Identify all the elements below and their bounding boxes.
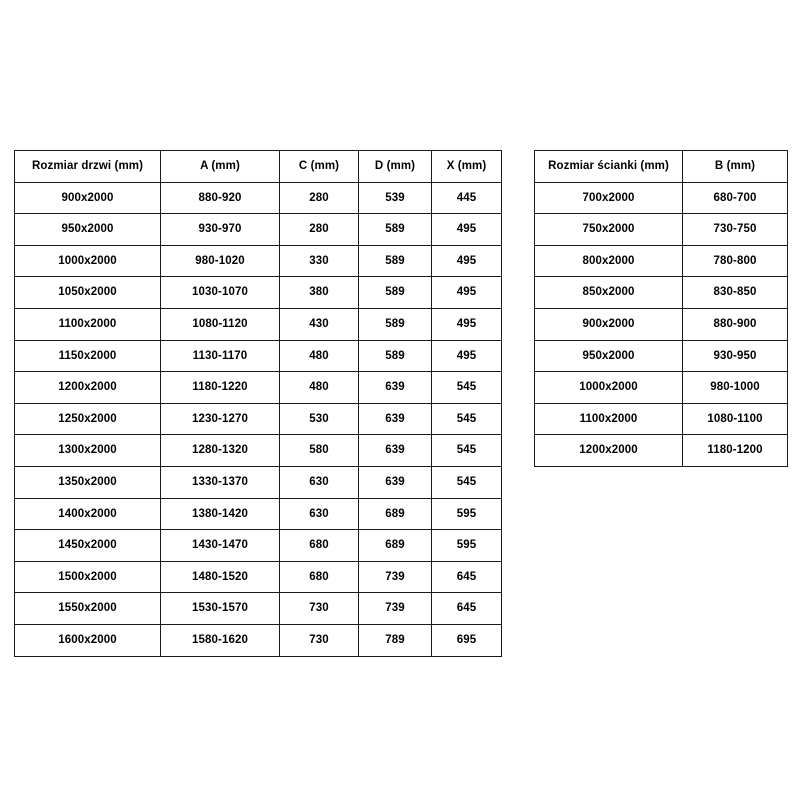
table-row (15, 214, 502, 246)
cell-c: 730 (280, 593, 359, 625)
column-header-wall-size: Rozmiar ścianki (mm) (535, 151, 683, 183)
cell-a: 1280-1320 (161, 435, 280, 467)
cell-door-size: 1150x2000 (15, 340, 161, 372)
cell-a: 1180-1220 (161, 372, 280, 404)
table-header-row (15, 151, 502, 183)
cell-a: 1530-1570 (161, 593, 280, 625)
cell-x: 495 (432, 214, 502, 246)
table-row (15, 340, 502, 372)
cell-x: 545 (432, 435, 502, 467)
cell-c: 480 (280, 372, 359, 404)
cell-b: 930-950 (683, 340, 788, 372)
table-row (15, 403, 502, 435)
cell-x: 645 (432, 561, 502, 593)
doors-table-body (15, 182, 502, 656)
cell-a: 1330-1370 (161, 466, 280, 498)
column-header-a: A (mm) (161, 151, 280, 183)
cell-a: 1080-1120 (161, 308, 280, 340)
cell-door-size: 1400x2000 (15, 498, 161, 530)
table-row (535, 214, 788, 246)
cell-b: 730-750 (683, 214, 788, 246)
walls-dimensions-table (534, 150, 788, 467)
cell-a: 880-920 (161, 182, 280, 214)
walls-dimensions-table-container (534, 150, 788, 467)
cell-a: 980-1020 (161, 245, 280, 277)
cell-c: 380 (280, 277, 359, 309)
walls-table-body (535, 182, 788, 466)
cell-d: 689 (359, 530, 432, 562)
table-header-row (535, 151, 788, 183)
cell-d: 739 (359, 593, 432, 625)
cell-d: 639 (359, 435, 432, 467)
cell-b: 830-850 (683, 277, 788, 309)
doors-dimensions-table (14, 150, 502, 657)
table-row (15, 372, 502, 404)
cell-door-size: 900x2000 (15, 182, 161, 214)
cell-door-size: 1200x2000 (15, 372, 161, 404)
cell-wall-size: 700x2000 (535, 182, 683, 214)
cell-door-size: 1300x2000 (15, 435, 161, 467)
cell-d: 789 (359, 624, 432, 656)
cell-d: 589 (359, 214, 432, 246)
table-row (15, 277, 502, 309)
cell-c: 730 (280, 624, 359, 656)
cell-x: 595 (432, 530, 502, 562)
cell-c: 630 (280, 466, 359, 498)
table-row (15, 530, 502, 562)
cell-b: 1080-1100 (683, 403, 788, 435)
cell-d: 589 (359, 308, 432, 340)
column-header-d: D (mm) (359, 151, 432, 183)
column-header-door-size: Rozmiar drzwi (mm) (15, 151, 161, 183)
cell-b: 1180-1200 (683, 435, 788, 467)
cell-wall-size: 1100x2000 (535, 403, 683, 435)
table-row (535, 435, 788, 467)
cell-b: 780-800 (683, 245, 788, 277)
table-row (15, 435, 502, 467)
cell-c: 330 (280, 245, 359, 277)
cell-a: 930-970 (161, 214, 280, 246)
cell-door-size: 1250x2000 (15, 403, 161, 435)
cell-x: 495 (432, 340, 502, 372)
cell-c: 280 (280, 214, 359, 246)
table-row (15, 498, 502, 530)
cell-d: 589 (359, 277, 432, 309)
column-header-c: C (mm) (280, 151, 359, 183)
cell-wall-size: 950x2000 (535, 340, 683, 372)
cell-d: 739 (359, 561, 432, 593)
cell-door-size: 950x2000 (15, 214, 161, 246)
cell-c: 580 (280, 435, 359, 467)
cell-x: 545 (432, 372, 502, 404)
table-row (15, 624, 502, 656)
cell-c: 530 (280, 403, 359, 435)
cell-wall-size: 750x2000 (535, 214, 683, 246)
cell-c: 280 (280, 182, 359, 214)
cell-wall-size: 800x2000 (535, 245, 683, 277)
table-row (15, 245, 502, 277)
cell-wall-size: 850x2000 (535, 277, 683, 309)
cell-door-size: 1600x2000 (15, 624, 161, 656)
cell-x: 495 (432, 308, 502, 340)
table-row (535, 372, 788, 404)
table-row (535, 182, 788, 214)
cell-wall-size: 1200x2000 (535, 435, 683, 467)
cell-b: 980-1000 (683, 372, 788, 404)
cell-door-size: 1100x2000 (15, 308, 161, 340)
cell-b: 680-700 (683, 182, 788, 214)
cell-x: 545 (432, 403, 502, 435)
cell-x: 445 (432, 182, 502, 214)
cell-x: 695 (432, 624, 502, 656)
cell-door-size: 1500x2000 (15, 561, 161, 593)
column-header-b: B (mm) (683, 151, 788, 183)
cell-x: 545 (432, 466, 502, 498)
cell-door-size: 1000x2000 (15, 245, 161, 277)
cell-d: 539 (359, 182, 432, 214)
cell-door-size: 1050x2000 (15, 277, 161, 309)
table-row (15, 308, 502, 340)
cell-b: 880-900 (683, 308, 788, 340)
cell-x: 495 (432, 245, 502, 277)
cell-d: 639 (359, 403, 432, 435)
table-row (535, 308, 788, 340)
table-row (535, 340, 788, 372)
cell-wall-size: 1000x2000 (535, 372, 683, 404)
cell-a: 1380-1420 (161, 498, 280, 530)
cell-a: 1130-1170 (161, 340, 280, 372)
cell-x: 645 (432, 593, 502, 625)
cell-d: 589 (359, 340, 432, 372)
table-row (535, 403, 788, 435)
cell-d: 589 (359, 245, 432, 277)
table-row (15, 182, 502, 214)
column-header-x: X (mm) (432, 151, 502, 183)
cell-c: 680 (280, 561, 359, 593)
doors-table-header (15, 151, 502, 183)
table-row (535, 245, 788, 277)
table-row (15, 593, 502, 625)
cell-d: 689 (359, 498, 432, 530)
cell-door-size: 1550x2000 (15, 593, 161, 625)
cell-a: 1030-1070 (161, 277, 280, 309)
cell-a: 1580-1620 (161, 624, 280, 656)
cell-door-size: 1350x2000 (15, 466, 161, 498)
cell-a: 1430-1470 (161, 530, 280, 562)
doors-dimensions-table-container (14, 150, 502, 657)
cell-d: 639 (359, 372, 432, 404)
cell-c: 680 (280, 530, 359, 562)
cell-x: 595 (432, 498, 502, 530)
walls-table-header (535, 151, 788, 183)
cell-a: 1480-1520 (161, 561, 280, 593)
table-row (15, 561, 502, 593)
cell-door-size: 1450x2000 (15, 530, 161, 562)
table-row (535, 277, 788, 309)
cell-wall-size: 900x2000 (535, 308, 683, 340)
cell-d: 639 (359, 466, 432, 498)
cell-c: 480 (280, 340, 359, 372)
table-row (15, 466, 502, 498)
cell-x: 495 (432, 277, 502, 309)
cell-c: 430 (280, 308, 359, 340)
cell-c: 630 (280, 498, 359, 530)
cell-a: 1230-1270 (161, 403, 280, 435)
